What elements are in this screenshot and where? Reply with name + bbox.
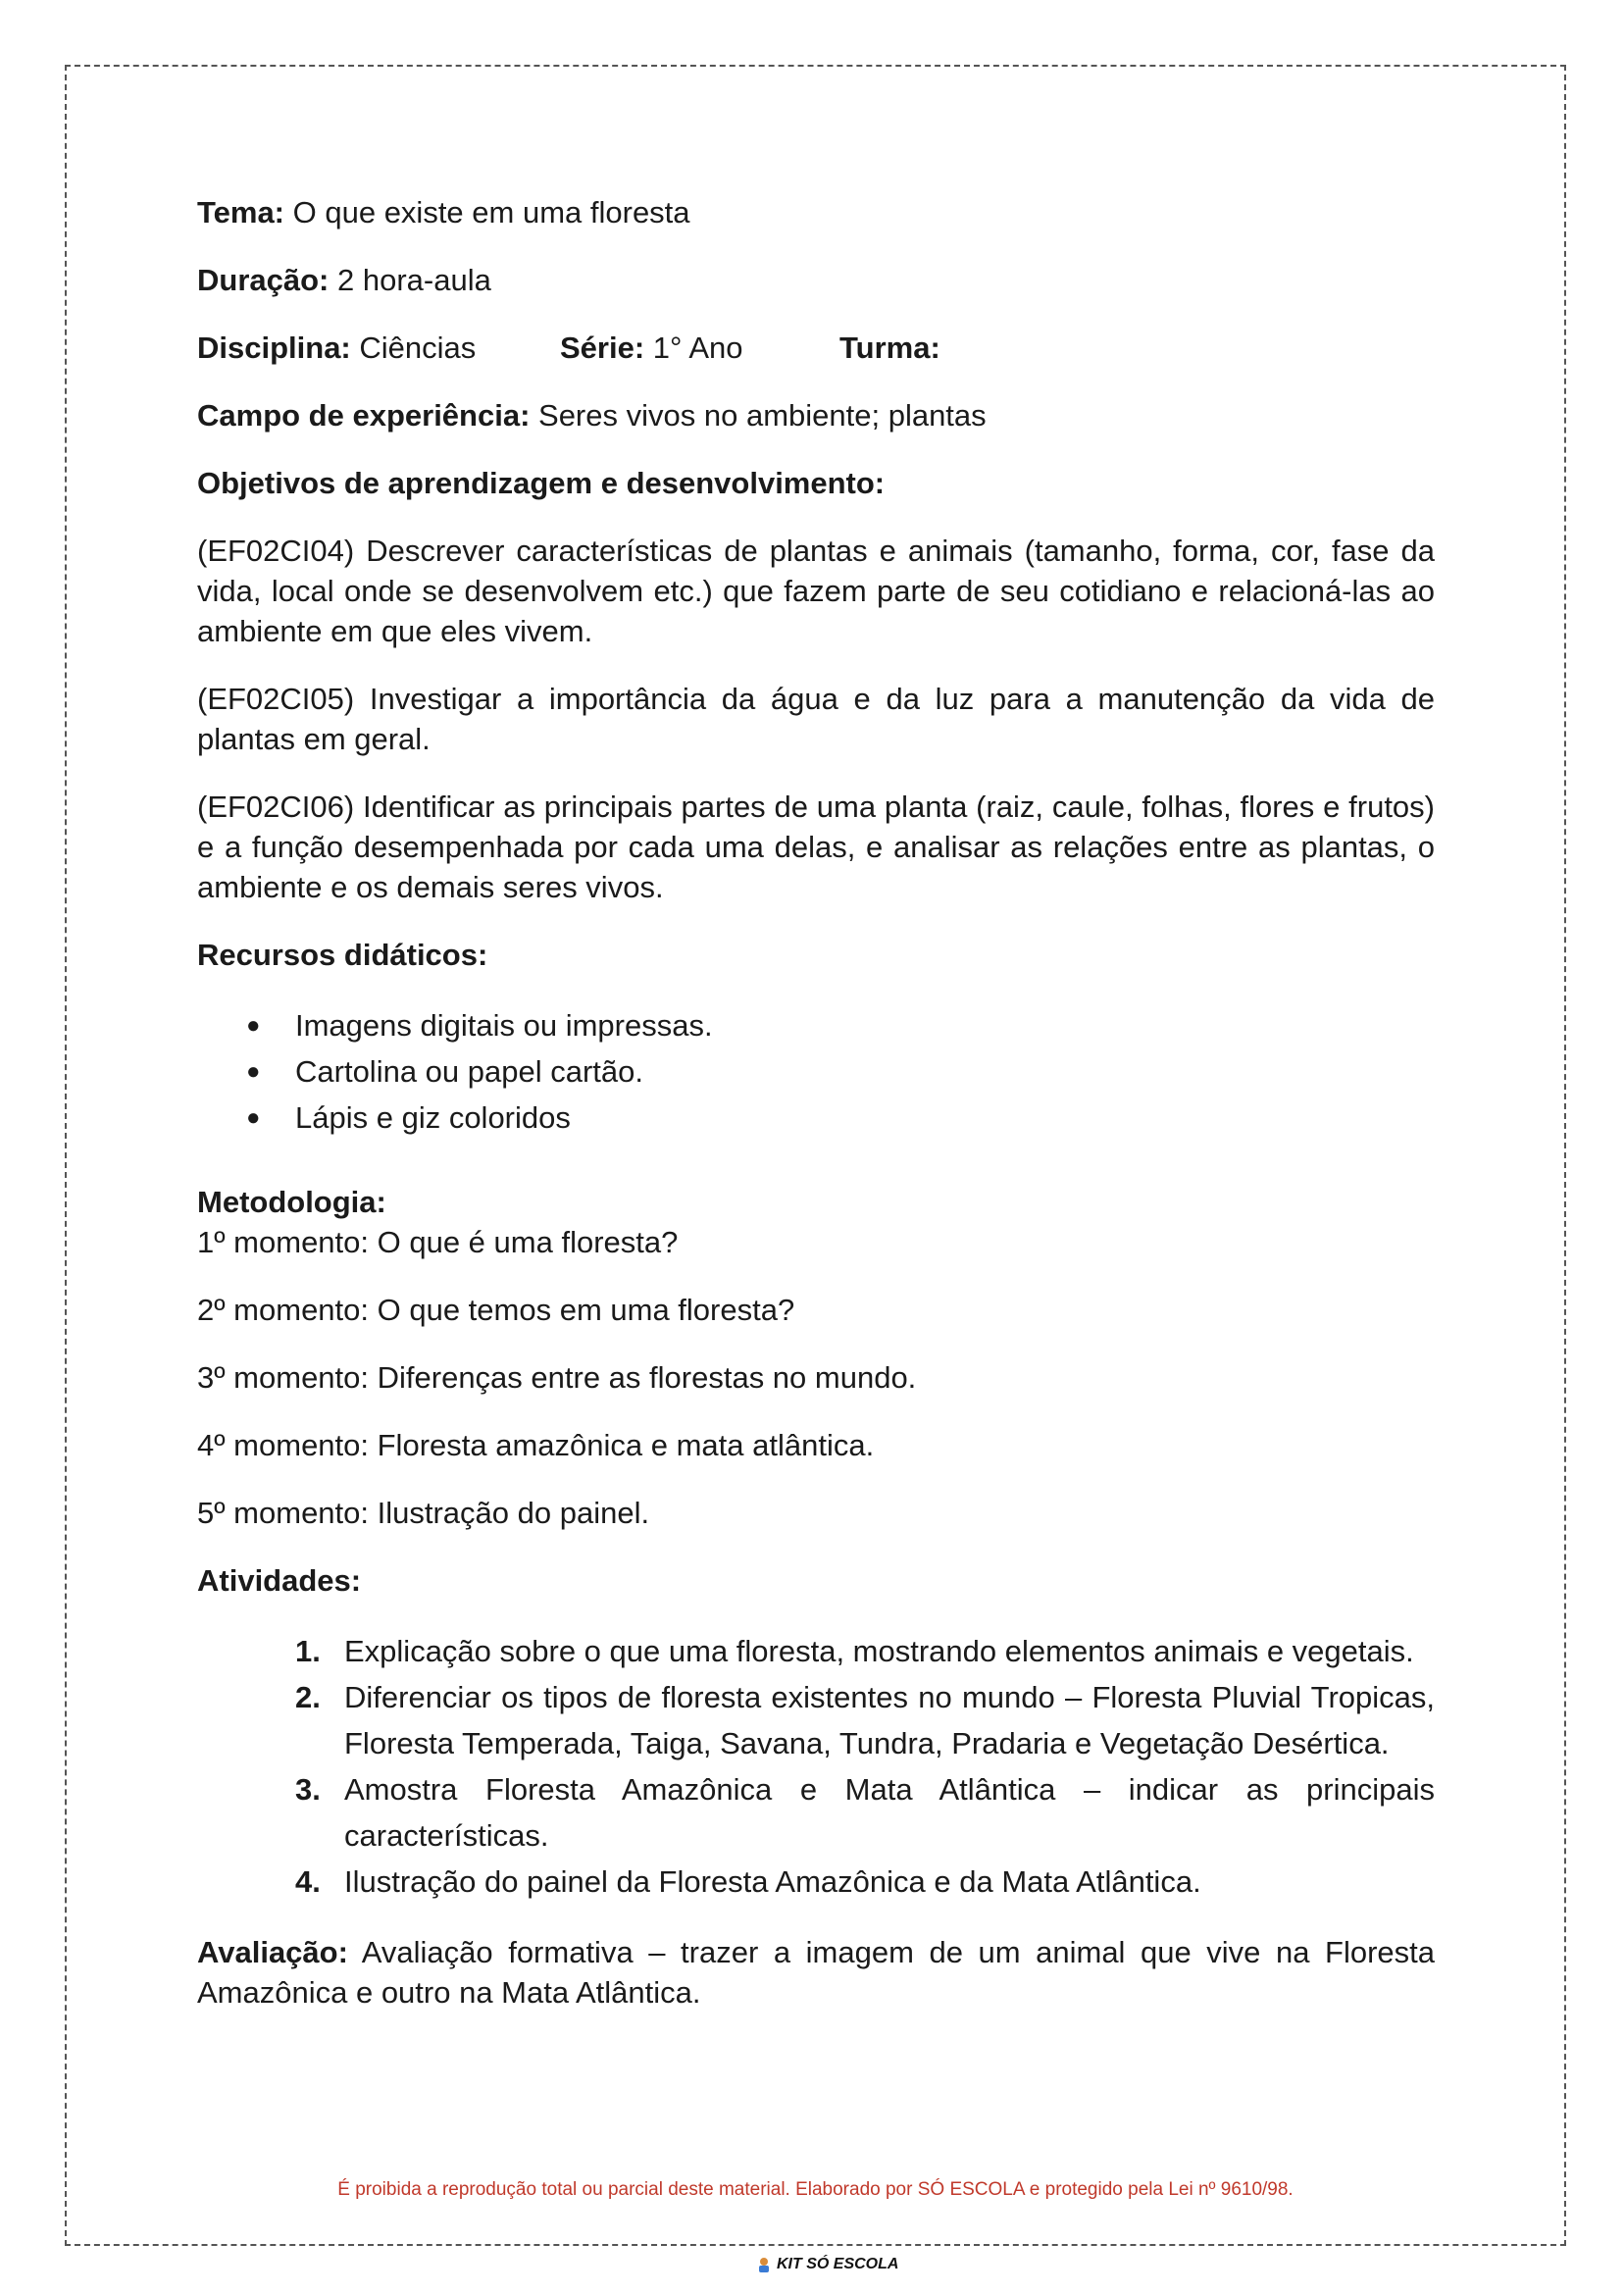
- recursos-heading: Recursos didáticos:: [197, 938, 488, 972]
- list-item: 1. Explicação sobre o que uma floresta, mostrando elementos animais e vegetais.: [295, 1634, 1414, 1668]
- momento-item: 3º momento: Diferenças entre as florestas no mundo.: [197, 1360, 917, 1395]
- atividades-heading: Atividades:: [197, 1563, 362, 1598]
- school-kid-icon: [755, 2256, 773, 2273]
- list-item: 4. Ilustração do painel da Floresta Amazônica e da Mata Atlântica.: [295, 1864, 1201, 1899]
- momento-item: 5º momento: Ilustração do painel.: [197, 1496, 650, 1530]
- atividades-list: [197, 1628, 1435, 1905]
- lesson-plan: [197, 192, 1435, 2040]
- recursos-list: [197, 1002, 1435, 1141]
- campo-line: Campo de experiência: Seres vivos no ambiente; plantas: [197, 398, 987, 433]
- disciplina-row: [197, 328, 1435, 368]
- momento-item: 4º momento: Floresta amazônica e mata atlântica.: [197, 1428, 875, 1462]
- avaliacao-line: Avaliação: Avaliação formativa – trazer a imagem de um animal que vive na Floresta Amazônica e outro na Mata Atlântica.: [197, 1935, 1435, 2010]
- serie-field: Série: 1° Ano: [560, 331, 743, 365]
- objetivos-heading: Objetivos de aprendizagem e desenvolvimento:: [197, 466, 886, 500]
- list-item: 2. Diferenciar os tipos de floresta existentes no mundo – Floresta Pluvial Tropicas, Floresta Temperada, Taiga, Savana, Tundra, Pradaria e Vegetação Desértica.: [295, 1680, 1435, 1760]
- list-item: ● Cartolina ou papel cartão.: [246, 1048, 1435, 1095]
- metodologia-heading: Metodologia:: [197, 1185, 386, 1219]
- duracao-line: Duração: 2 hora-aula: [197, 263, 491, 297]
- disciplina-field: Disciplina: Ciências: [197, 331, 477, 365]
- objetivo-item: (EF02CI04) Descrever características de plantas e animais (tamanho, forma, cor, fase da vida, local onde se desenvolvem etc.) que fazem parte de seu cotidiano e relacioná-las ao ambiente em que eles vivem.: [197, 534, 1435, 648]
- brand-logo: [755, 2256, 898, 2273]
- copyright-notice: É proibida a reprodução total ou parcial deste material. Elaborado por SÓ ESCOLA e protegido pela Lei nº 9610/98.: [337, 2179, 1294, 2200]
- list-item: 3. Amostra Floresta Amazônica e Mata Atlântica – indicar as principais características.: [295, 1772, 1435, 1853]
- tema-line: Tema: O que existe em uma floresta: [197, 195, 690, 229]
- list-item: ● Lápis e giz coloridos: [246, 1095, 1435, 1141]
- list-item: ● Imagens digitais ou impressas.: [246, 1002, 1435, 1048]
- momento-item: 1º momento: O que é uma floresta?: [197, 1225, 679, 1259]
- turma-field: Turma:: [839, 331, 940, 365]
- momento-item: 2º momento: O que temos em uma floresta?: [197, 1293, 795, 1327]
- objetivo-item: (EF02CI06) Identificar as principais partes de uma planta (raiz, caule, folhas, flores e frutos) e a função desempenhada por cada uma delas, e analisar as relações entre as plantas, o ambiente e os demais seres vivos.: [197, 790, 1435, 904]
- objetivo-item: (EF02CI05) Investigar a importância da água e da luz para a manutenção da vida de plantas em geral.: [197, 682, 1435, 756]
- logo-text: KIT SÓ ESCOLA: [777, 2256, 899, 2272]
